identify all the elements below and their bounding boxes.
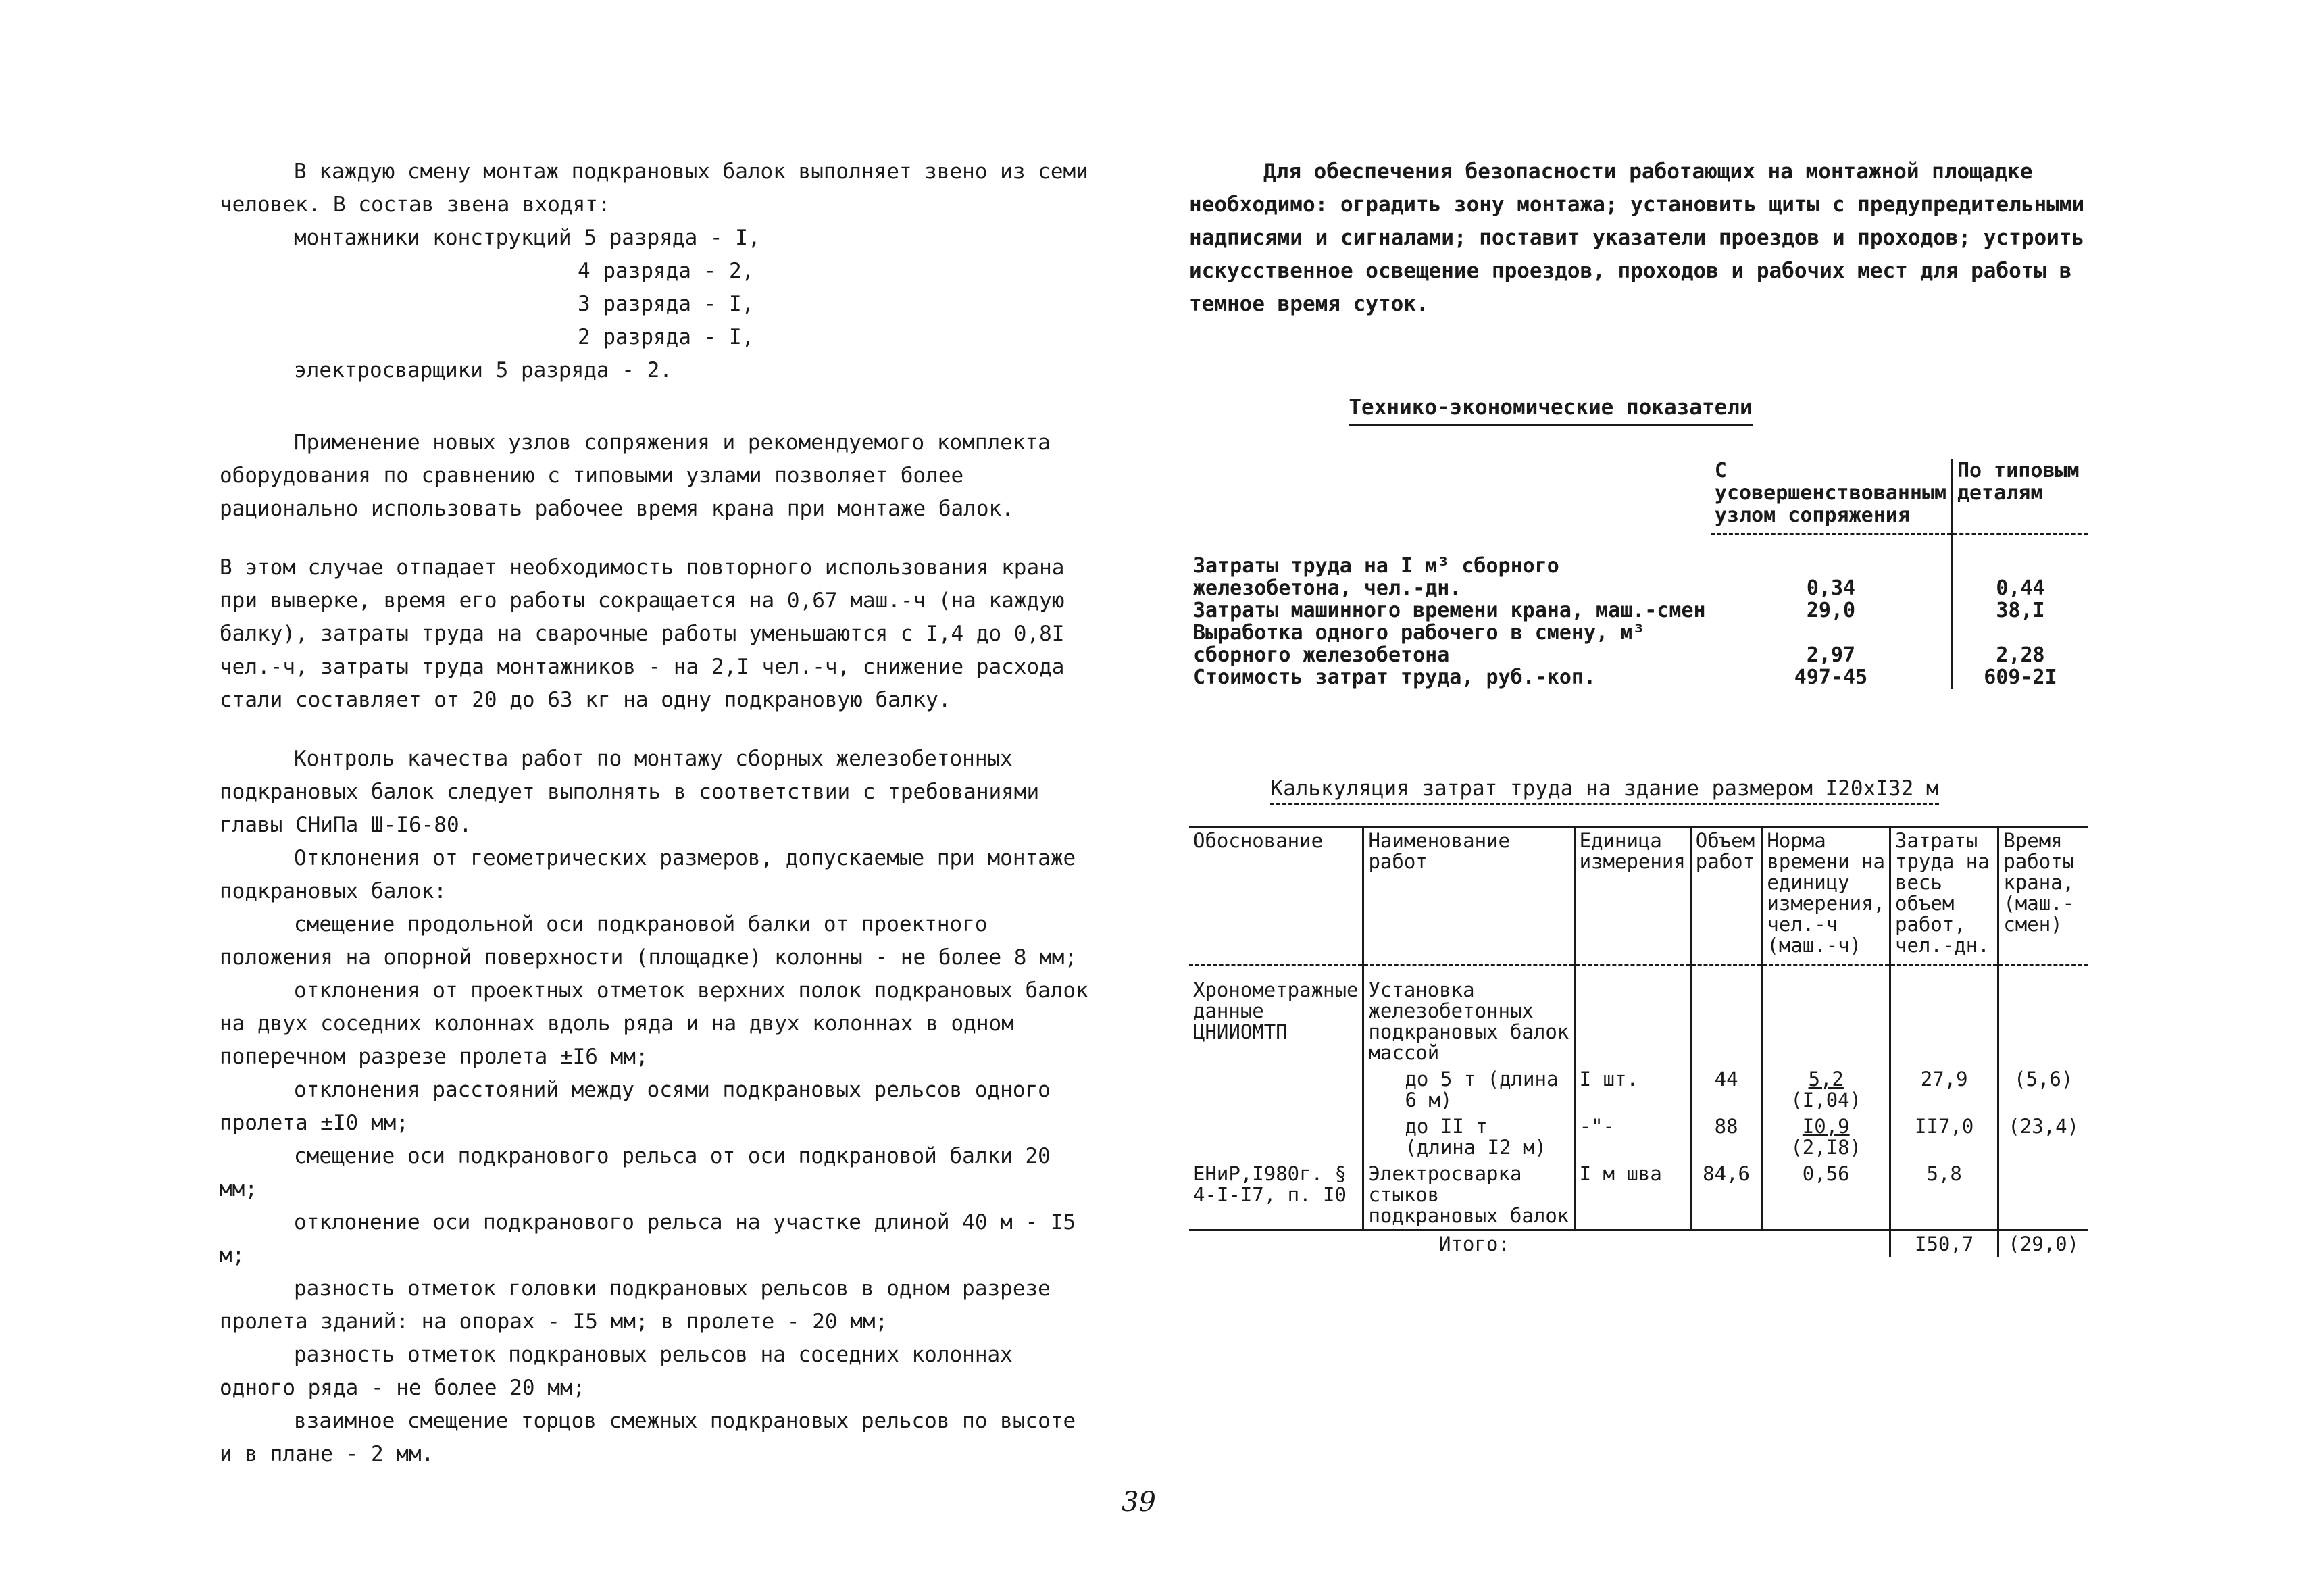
calc-volume: 44 (1690, 1066, 1762, 1114)
deviations-intro: Отклонения от геометрических размеров, допускаемые при монтаже подкрановых балок: (220, 846, 1088, 903)
tei-header-improved: С усовершенствованным узлом сопряжения (1711, 459, 1953, 534)
calc-norm-labor: 5,2 (1808, 1067, 1844, 1091)
deviation-item: взаимное смещение торцов смежных подкрановых рельсов по высоте и в плане - 2 мм. (220, 1409, 1076, 1466)
deviation-item: отклонения от проектных отметок верхних полок подкрановых балок на двух соседних колоннах вдоль ряда и на двух колоннах в одном поперечном разрезе пролета ±I6 мм; (220, 978, 1088, 1069)
table-total-row (1189, 1230, 2088, 1257)
page-number: 39 (1122, 1487, 1156, 1518)
calc-norm (1762, 1066, 1890, 1114)
calc-norm-labor: I0,9 (1802, 1114, 1850, 1138)
tei-value-typical: 0,44 (1952, 555, 2088, 599)
tei-value-improved: 2,97 (1806, 643, 1856, 667)
calc-crane: (23,4) (1998, 1114, 2088, 1161)
calc-unit: -"- (1574, 1114, 1690, 1161)
calc-header-crane: Время работы крана, (маш.-смен) (1998, 826, 2088, 965)
crew-intro-paragraph: В каждую смену монтаж подкрановых балок выполняет звено из семи человек. В состав звена входят: (220, 159, 1101, 217)
tei-row-label: Затраты машинного времени крана, маш.-смен (1193, 598, 1706, 622)
calc-labor: 5,8 (1890, 1161, 1998, 1230)
calc-volume: 84,6 (1690, 1161, 1762, 1230)
calc-norm-machine: (I,04) (1790, 1088, 1862, 1112)
tei-row-label: Стоимость затрат труда, руб.-коп. (1193, 665, 1596, 689)
calc-title: Калькуляция затрат труда на здание размером I20xI32 м (1189, 776, 2088, 805)
nodes-paragraph: Применение новых узлов сопряжения и рекомендуемого комплекта оборудования по сравнению с типовыми узлами позволяет более рационально использовать рабочее время крана при монтаже балок. (220, 430, 1063, 521)
calc-norm-machine: (2,I8) (1790, 1135, 1862, 1159)
crew-line-3: 3 разряда - I, (578, 292, 755, 316)
tei-value-improved: 29,0 (1806, 598, 1856, 622)
tei-header-typical: По типовым деталям (1952, 459, 2088, 534)
tei-value-typical: 38,I (1952, 599, 2088, 622)
calc-volume: 88 (1690, 1114, 1762, 1161)
calc-total-crane: (29,0) (1998, 1230, 2088, 1257)
crew-line-2: 4 разряда - 2, (578, 259, 755, 283)
calc-total-labor: I50,7 (1890, 1230, 1998, 1257)
deviation-item: разность отметок подкрановых рельсов на соседних колоннах одного ряда - не более 20 мм; (220, 1343, 1013, 1400)
calc-crane (1998, 1161, 2088, 1230)
calc-work-name: Электросварка стыков подкрановых балок (1363, 1161, 1574, 1230)
calc-header-volume: Объем работ (1690, 826, 1762, 965)
crew-line-5: электросварщики 5 разряда - 2. (294, 358, 672, 382)
calc-table (1189, 826, 2088, 1257)
calc-total-label: Итого: (1189, 1230, 1574, 1257)
calc-header-norm: Норма времени на единицу измерения, чел.-ч (маш.-ч) (1762, 826, 1890, 965)
calc-basis: ЕНиР,I980г. § 4-I-I7, п. I0 (1193, 1162, 1347, 1206)
deviation-item: разность отметок головки подкрановых рельсов в одном разрезе пролета зданий: на опорах - I5 мм; в пролете - 20 мм; (220, 1276, 1051, 1334)
calc-work-name: до II т (длина I2 м) (1363, 1114, 1574, 1161)
tei-title: Технико-экономические показатели (1189, 395, 2088, 426)
tei-table (1189, 459, 2088, 689)
tei-value-improved: 0,34 (1806, 576, 1856, 600)
deviation-item: отклонение оси подкранового рельса на участке длиной 40 м - I5 м; (220, 1210, 1076, 1268)
savings-paragraph: В этом случае отпадает необходимость повторного использования крана при выверке, время его работы сокращается на 0,67 маш.-ч (на каждую балку), затраты труда на сварочные работы уменьшаются с I,4 до 0,8I чел.-ч, затраты труда монтажников - на 2,I чел.-ч, снижение расхода стали составляет от 20 до 63 кг на одну подкрановую балку. (220, 555, 1078, 712)
calc-basis: Хронометражные данные ЦНИИОМТП (1193, 978, 1359, 1043)
safety-paragraph: Для обеспечения безопасности работающих на монтажной площадке необходимо: оградить зону монтажа; установить щиты с предупредительными надписями и сигналами; поставит указатели проездов и проходов; устроить искусственное освещение проездов, проходов и рабочих мест для работы в темное время суток. (1189, 159, 2097, 316)
deviation-item: смещение продольной оси подкрановой балки от проектного положения на опорной поверхности (площадке) колонны - не более 8 мм; (220, 912, 1078, 970)
crew-line-1: монтажники конструкций 5 разряда - I, (294, 226, 761, 250)
calc-header-work: Наименование работ (1363, 826, 1574, 965)
calc-unit: I м шва (1574, 1161, 1690, 1230)
tei-value-improved: 497-45 (1794, 665, 1868, 689)
deviation-item: отклонения расстояний между осями подкрановых рельсов одного пролета ±I0 мм; (220, 1078, 1051, 1135)
calc-header-basis: Обоснование (1189, 826, 1363, 965)
calc-crane: (5,6) (1998, 1066, 2088, 1114)
crew-line-4: 2 разряда - I, (578, 325, 755, 349)
right-page (1189, 155, 2097, 1257)
tei-row-label: Затраты труда на I м³ сборного железобетона, чел.-дн. (1193, 553, 1559, 600)
calc-norm (1762, 1114, 1890, 1161)
calc-header-labor: Затраты труда на весь объем работ, чел.-дн. (1890, 826, 1998, 965)
calc-header-unit: Единица измерения (1574, 826, 1690, 965)
calc-unit: I шт. (1574, 1066, 1690, 1114)
left-page (220, 155, 1101, 1471)
calc-labor: 27,9 (1890, 1066, 1998, 1114)
tei-value-typical: 2,28 (1952, 622, 2088, 666)
calc-norm: 0,56 (1762, 1161, 1890, 1230)
quality-control-paragraph: Контроль качества работ по монтажу сборных железобетонных подкрановых балок следует выполнять в соответствии с требованиями главы СНиПа Ш-I6-80. (220, 747, 1052, 837)
calc-work-group: Установка железобетонных подкрановых балок массой (1363, 965, 1574, 1066)
deviation-item: смещение оси подкранового рельса от оси подкрановой балки 20 мм; (220, 1144, 1051, 1201)
calc-labor: II7,0 (1890, 1114, 1998, 1161)
tei-value-typical: 609-2I (1952, 666, 2088, 689)
table-row (1189, 1161, 2088, 1230)
calc-work-name: до 5 т (длина 6 м) (1363, 1066, 1574, 1114)
tei-row-label: Выработка одного рабочего в смену, м³ сборного железобетона (1193, 620, 1645, 667)
